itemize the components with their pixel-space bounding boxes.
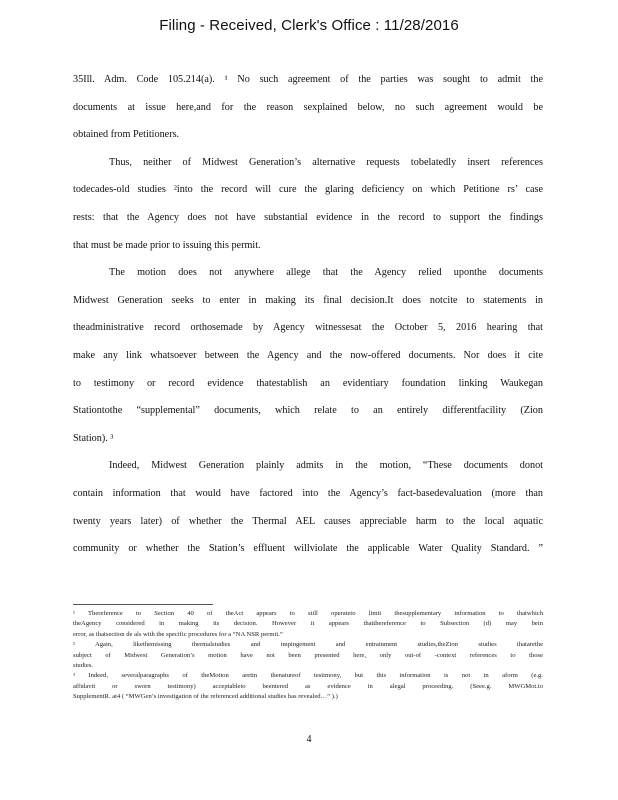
body-line: make any link whatsoever between the Agency and the now-offered documents. Nor does it cite: [73, 349, 543, 361]
footnotes: [73, 609, 543, 703]
body-line: contain information that would have factored into the Agency’s fact-basedevaluation (more than: [73, 487, 543, 499]
footnote-line: studies.: [73, 661, 93, 669]
footnote-line: subject of Midwest Generation’s motion have not been presented here, only out-of -context references to those: [73, 651, 543, 659]
body-line: theadministrative record orthosemade by Agency witnessesat the October 5, 2016 hearing that: [73, 322, 543, 334]
body-line: community or whether the Station’s effluent willviolate the applicable Water Quality Standard. ”: [73, 543, 543, 555]
body-text: [73, 66, 543, 563]
footnote-line: ² Again, likethemissing thermalstudies and impingement and entrainment studies,theZion studies thatarethe: [73, 641, 543, 649]
body-line: Station). ³: [73, 432, 114, 444]
footnote-line: affidavit or sworn testimony) acceptableto beentered as evidence in alegal proceeding. (Seee.g. MWGMot.to: [73, 682, 543, 690]
footnote-line: theAgency considered in making its decision. However it appears thatthereference to Subsection (d) may bein: [73, 620, 543, 628]
footnote-divider: [73, 604, 213, 605]
body-line: twenty years later) of whether the Thermal AEL causes appreciable harm to the local aquatic: [73, 515, 543, 527]
paragraph-start-line: Indeed, Midwest Generation plainly admits in the motion, “These documents donot: [109, 460, 543, 472]
body-line: to testimony or record evidence thatestablish an evidentiary foundation linking Waukegan: [73, 377, 543, 389]
paragraph-start-line: Thus, neither of Midwest Generation’s alternative requests tobelatedly insert references: [109, 156, 543, 168]
footnote-line: error, as thatsection de als with the specific procedures for a “NA NSR permit.”: [73, 630, 283, 638]
body-line: Midwest Generation seeks to enter in making its final decision.It does notcite to statements in: [73, 294, 543, 306]
body-line: documents at issue here,and for the reason sexplained below, no such agreement would be: [73, 101, 543, 113]
paragraph-start-line: The motion does not anywhere allege that the Agency relied uponthe documents: [109, 267, 543, 279]
footnote-line: ³ Indeed, severalparagraphs of theMotion aretin thenatureof testimony, but this information is not in aform (e.g.: [73, 672, 543, 680]
filing-header: Filing - Received, Clerk's Office : 11/28/2016: [159, 17, 459, 34]
body-line: todecades-old studies ²into the record will cure the glaring deficiency on which Petitione rs’ case: [73, 184, 543, 196]
body-line: rests: that the Agency does not have substantial evidence in the record to support the findings: [73, 211, 543, 223]
body-line: obtained from Petitioners.: [73, 129, 180, 141]
body-line: that must be made prior to issuing this permit.: [73, 239, 261, 251]
body-line: 35Ill. Adm. Code 105.214(a). ¹ No such agreement of the parties was sought to admit the: [73, 74, 543, 85]
body-line: Stationtothe “supplemental” documents, which relate to an entirely differentfacility (Zion: [73, 405, 543, 417]
footnote-line: SupplementR. at4 ( “MWGen’s investigation of the referenced additional studies has revealed…” ).): [73, 693, 338, 701]
footnote-line: ¹ Thereference to Section 40 of theAct appears to still operateto limit thesupplementary information to thatwhich: [73, 610, 543, 617]
page-number: 4: [306, 734, 312, 745]
